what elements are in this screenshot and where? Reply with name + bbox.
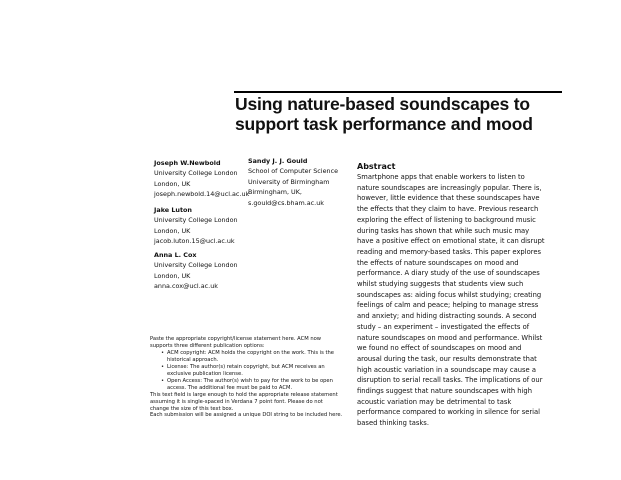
author-name: Anna L. Cox	[154, 251, 197, 259]
author-block-newbold	[154, 158, 249, 200]
abstract-line: based thinking tasks.	[357, 419, 429, 428]
copyright-box	[150, 336, 360, 419]
author-email: jacob.luton.15@ucl.ac.uk	[154, 237, 235, 246]
author-affiliation: University College London	[154, 216, 238, 225]
author-affiliation: School of Computer Science	[248, 167, 339, 176]
author-affiliation-2: University of Birmingham	[248, 177, 330, 186]
copyright-intro: supports three different publication options:	[150, 342, 265, 349]
copyright-intro: Paste the appropriate copyright/license statement here. ACM now	[150, 336, 322, 342]
abstract-line: the effects of nature soundscapes on mood and	[357, 258, 519, 267]
author-email: anna.cox@ucl.ac.uk	[154, 282, 218, 291]
abstract-line: exploring the effect of listening to background music	[357, 215, 536, 224]
abstract-line: nature soundscapes are increasingly popular. There is,	[357, 183, 542, 192]
abstract-line: arousal during the task, our results demonstrate that	[357, 354, 537, 363]
abstract-line: disruption to serial recall tasks. The implications of our	[357, 376, 543, 385]
author-affiliation: University College London	[154, 261, 238, 270]
abstract-body	[357, 172, 567, 429]
author-email: joseph.newbold.14@ucl.ac.uk	[154, 190, 250, 199]
abstract-line: however, little evidence that these soundscapes have	[357, 194, 540, 203]
abstract-line: whilst studying suggests that students view such	[357, 280, 524, 289]
copyright-option-text: • License: The author(s) retain copyright, but ACM receives an	[167, 363, 325, 370]
abstract-line: acoustic variation may be detrimental to task	[357, 397, 512, 406]
author-email: s.gould@cs.bham.ac.uk	[248, 198, 324, 207]
abstract-line: performance. A diary study of the use of soundscapes	[357, 269, 540, 278]
copyright-option	[150, 350, 360, 364]
abstract-line: have a positive effect on emotional state, it can disrupt	[357, 237, 545, 246]
author-block-cox	[154, 250, 238, 292]
paper-title	[235, 94, 565, 134]
copyright-option-text: historical approach.	[167, 356, 219, 363]
abstract-heading: Abstract	[357, 162, 396, 171]
copyright-option	[150, 378, 360, 392]
author-location: London, UK	[154, 226, 191, 235]
author-location: London, UK	[154, 271, 191, 280]
copyright-option	[150, 364, 360, 378]
copyright-options-list	[150, 350, 360, 392]
abstract-line: Smartphone apps that enable workers to listen to	[357, 173, 525, 181]
title-line-1: Using nature-based soundscapes to	[235, 94, 530, 114]
copyright-option-text: access. The additional fee must be paid to ACM.	[167, 384, 293, 391]
copyright-option-text: • Open Access: The author(s) wish to pay for the work to be open	[167, 377, 333, 384]
abstract-line: performance compared to working in silence for serial	[357, 408, 541, 417]
title-rule	[234, 91, 562, 93]
author-location: Birmingham, UK,	[248, 188, 302, 197]
abstract-line: study – an experiment – investigated the effects of	[357, 322, 530, 331]
abstract-line: during tasks has shown that while such music may	[357, 226, 530, 235]
abstract-line: we found no effect of soundscapes on mood and	[357, 344, 522, 353]
author-block-luton	[154, 205, 238, 247]
copyright-note: change the size of this text box.	[150, 405, 234, 412]
copyright-doi-note: Each submission will be assigned a unique DOI string to be included here.	[150, 412, 343, 419]
abstract-line: soundscapes as: aiding focus whilst studying; creating	[357, 290, 542, 299]
copyright-option-text: • ACM copyright: ACM holds the copyright on the work. This is the	[167, 349, 334, 356]
abstract-line: high acoustic variation in a soundscape may cause a	[357, 365, 536, 374]
abstract-line: the effects that they claim to have. Previous research	[357, 205, 539, 214]
abstract-line: reading and memory-based tasks. This paper explores	[357, 247, 542, 256]
author-affiliation: University College London	[154, 169, 238, 178]
abstract-line: feelings of calm and peace; helping to manage stress	[357, 301, 539, 310]
abstract-line: nature soundscapes on mood and performance. Whilst	[357, 333, 543, 342]
abstract-line: and anxiety; and hiding distracting sounds. A second	[357, 312, 537, 321]
author-location: London, UK	[154, 179, 191, 188]
copyright-note: assuming it is single-spaced in Verdana 7 point font. Please do not	[150, 398, 323, 405]
title-line-2: support task performance and mood	[235, 114, 533, 134]
copyright-option-text: exclusive publication license.	[167, 370, 243, 377]
author-name: Joseph W.Newbold	[154, 159, 221, 167]
copyright-note: This text field is large enough to hold the appropriate release statement	[150, 391, 338, 398]
abstract-section	[357, 161, 567, 429]
abstract-line: findings suggest that nature soundscapes with high	[357, 387, 532, 396]
author-name: Jake Luton	[154, 206, 192, 214]
author-block-gould	[248, 156, 338, 208]
author-name: Sandy J. J. Gould	[248, 157, 308, 165]
